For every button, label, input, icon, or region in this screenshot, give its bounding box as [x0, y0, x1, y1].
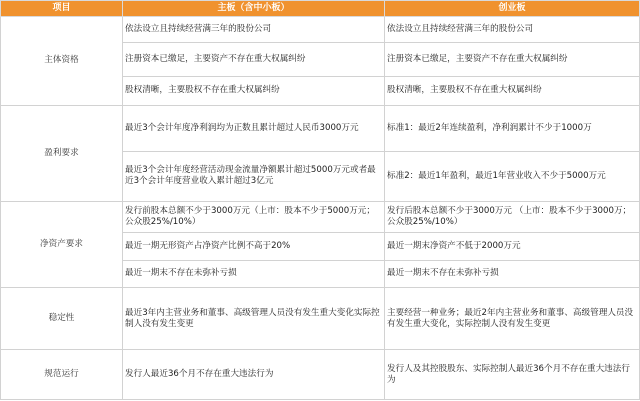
main-cell: 注册资本已缴足，主要资产不存在重大权属纠纷	[123, 43, 385, 77]
gem-cell: 标准2：最近1年盈利，最近1年营业收入不少于5000万元	[385, 152, 640, 202]
main-cell: 最近3年内主营业务和董事、高级管理人员没有发生重大变化实际控制人没有发生变更	[123, 288, 385, 350]
category-cell: 盈利要求	[1, 105, 123, 201]
table-row	[1, 201, 640, 233]
table-row	[1, 17, 640, 43]
category-cell: 主体资格	[1, 17, 123, 106]
main-cell: 最近一期无形资产占净资产比例不高于20%	[123, 233, 385, 260]
main-cell: 最近3个会计年度经营活动现金流量净额累计超过5000万元或者最近3个会计年度营业收入累计超过3亿元	[123, 152, 385, 202]
table-row	[1, 288, 640, 350]
gem-cell: 股权清晰，主要股权不存在重大权属纠纷	[385, 77, 640, 105]
table-row	[1, 105, 640, 151]
gem-cell: 标准1：最近2年连续盈利，净利润累计不少于1000万	[385, 105, 640, 151]
header-item: 项目	[1, 1, 123, 17]
gem-cell: 发行后股本总额不少于3000万元 （上市：股本不少于3000万；公众股25%/10%）	[385, 201, 640, 233]
main-cell: 发行人最近36个月不存在重大违法行为	[123, 350, 385, 400]
gem-cell: 依法设立且持续经营满三年的股份公司	[385, 17, 640, 43]
main-cell: 最近3个会计年度净利润均为正数且累计超过人民币3000万元	[123, 105, 385, 151]
gem-cell: 最近一期末不存在未弥补亏损	[385, 260, 640, 287]
gem-cell: 注册资本已缴足，主要资产不存在重大权属纠纷	[385, 43, 640, 77]
table-row	[1, 350, 640, 400]
header-row	[1, 1, 640, 17]
main-cell: 发行前股本总额不少于3000万元（上市：股本不少于5000万元；公众股25%/10%）	[123, 201, 385, 233]
gem-cell: 发行人及其控股股东、实际控制人最近36个月不存在重大违法行为	[385, 350, 640, 400]
main-cell: 依法设立且持续经营满三年的股份公司	[123, 17, 385, 43]
category-cell: 规范运行	[1, 350, 123, 400]
gem-cell: 最近一期末净资产不低于2000万元	[385, 233, 640, 260]
main-cell: 最近一期末不存在未弥补亏损	[123, 260, 385, 287]
header-gem-board: 创业板	[385, 1, 640, 17]
header-main-board: 主板（含中小板）	[123, 1, 385, 17]
category-cell: 稳定性	[1, 288, 123, 350]
category-cell: 净资产要求	[1, 201, 123, 287]
main-cell: 股权清晰，主要股权不存在重大权属纠纷	[123, 77, 385, 105]
gem-cell: 主要经营一种业务；最近2年内主营业务和董事、高级管理人员没有发生重大变化，实际控制人没有发生变更	[385, 288, 640, 350]
